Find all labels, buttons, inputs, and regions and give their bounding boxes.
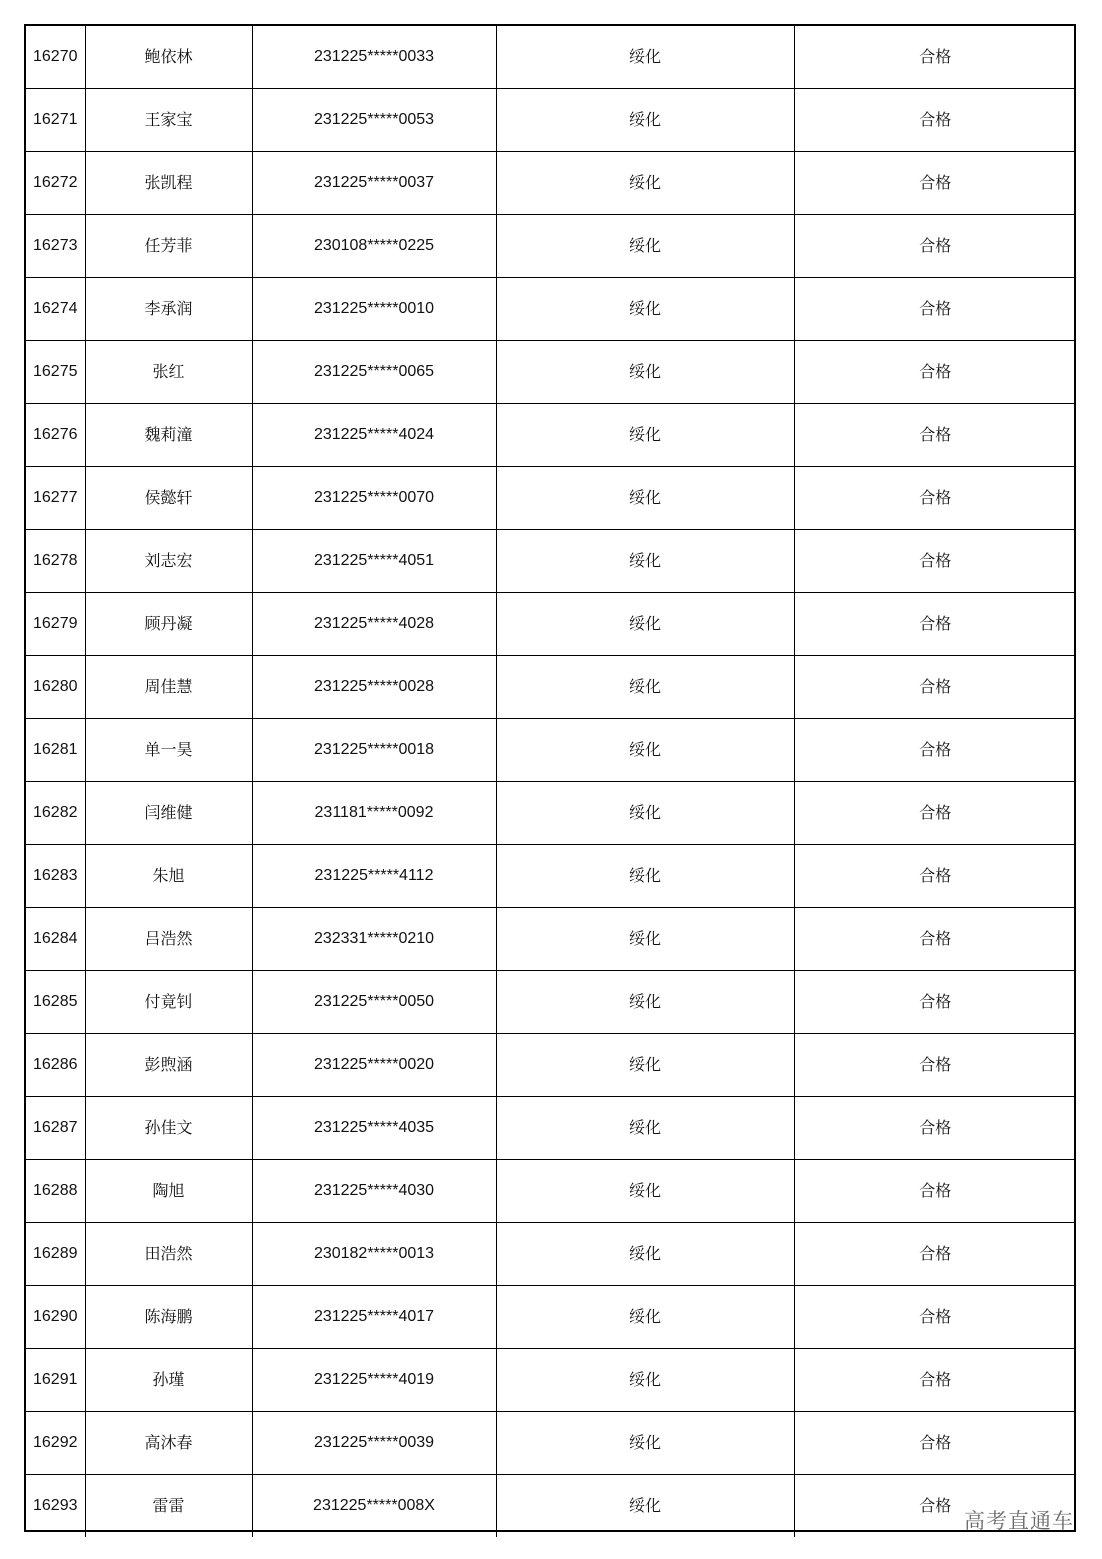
row-number-cell: 16291 (26, 1349, 85, 1412)
region-cell: 绥化 (496, 530, 794, 593)
name-cell: 顾丹凝 (85, 593, 252, 656)
result-cell: 合格 (794, 467, 1076, 530)
table-row (26, 656, 1076, 719)
row-number-cell: 16287 (26, 1097, 85, 1160)
region-cell: 绥化 (496, 341, 794, 404)
table-row (26, 26, 1076, 89)
table-row (26, 530, 1076, 593)
result-cell: 合格 (794, 971, 1076, 1034)
row-number-cell: 16277 (26, 467, 85, 530)
roster-table (26, 26, 1076, 1537)
row-number-cell: 16285 (26, 971, 85, 1034)
row-number-cell: 16273 (26, 215, 85, 278)
name-cell: 王家宝 (85, 89, 252, 152)
name-cell: 吕浩然 (85, 908, 252, 971)
row-number-cell: 16281 (26, 719, 85, 782)
table-row (26, 593, 1076, 656)
region-cell: 绥化 (496, 971, 794, 1034)
name-cell: 陈海鹏 (85, 1286, 252, 1349)
roster-sheet (24, 24, 1076, 1532)
table-row (26, 152, 1076, 215)
name-cell: 周佳慧 (85, 656, 252, 719)
name-cell: 彭煦涵 (85, 1034, 252, 1097)
row-number-cell: 16286 (26, 1034, 85, 1097)
name-cell: 雷雷 (85, 1475, 252, 1538)
row-number-cell: 16271 (26, 89, 85, 152)
name-cell: 张红 (85, 341, 252, 404)
id-number-cell: 231225*****008X (252, 1475, 496, 1538)
result-cell: 合格 (794, 1349, 1076, 1412)
result-cell: 合格 (794, 1412, 1076, 1475)
result-cell: 合格 (794, 152, 1076, 215)
table-row (26, 278, 1076, 341)
region-cell: 绥化 (496, 1349, 794, 1412)
result-cell: 合格 (794, 845, 1076, 908)
table-row (26, 845, 1076, 908)
row-number-cell: 16288 (26, 1160, 85, 1223)
region-cell: 绥化 (496, 152, 794, 215)
id-number-cell: 231225*****0033 (252, 26, 496, 89)
table-row (26, 1349, 1076, 1412)
result-cell: 合格 (794, 1097, 1076, 1160)
region-cell: 绥化 (496, 656, 794, 719)
region-cell: 绥化 (496, 908, 794, 971)
id-number-cell: 231225*****4024 (252, 404, 496, 467)
id-number-cell: 231225*****4028 (252, 593, 496, 656)
table-row (26, 1034, 1076, 1097)
row-number-cell: 16275 (26, 341, 85, 404)
watermark-text: 高考直通车 (964, 1509, 1074, 1533)
row-number-cell: 16270 (26, 26, 85, 89)
result-cell: 合格 (794, 782, 1076, 845)
table-row (26, 1097, 1076, 1160)
id-number-cell: 231225*****0065 (252, 341, 496, 404)
result-cell: 合格 (794, 1160, 1076, 1223)
region-cell: 绥化 (496, 845, 794, 908)
id-number-cell: 231225*****4035 (252, 1097, 496, 1160)
region-cell: 绥化 (496, 1412, 794, 1475)
row-number-cell: 16278 (26, 530, 85, 593)
row-number-cell: 16272 (26, 152, 85, 215)
table-row (26, 341, 1076, 404)
result-cell: 合格 (794, 1034, 1076, 1097)
region-cell: 绥化 (496, 782, 794, 845)
id-number-cell: 230108*****0225 (252, 215, 496, 278)
row-number-cell: 16289 (26, 1223, 85, 1286)
region-cell: 绥化 (496, 719, 794, 782)
id-number-cell: 230182*****0013 (252, 1223, 496, 1286)
row-number-cell: 16282 (26, 782, 85, 845)
name-cell: 单一昊 (85, 719, 252, 782)
name-cell: 鲍依林 (85, 26, 252, 89)
name-cell: 魏莉潼 (85, 404, 252, 467)
id-number-cell: 232331*****0210 (252, 908, 496, 971)
region-cell: 绥化 (496, 593, 794, 656)
name-cell: 朱旭 (85, 845, 252, 908)
table-row (26, 1160, 1076, 1223)
table-row (26, 719, 1076, 782)
result-cell: 合格 (794, 1475, 1076, 1538)
row-number-cell: 16276 (26, 404, 85, 467)
region-cell: 绥化 (496, 1034, 794, 1097)
id-number-cell: 231225*****0020 (252, 1034, 496, 1097)
region-cell: 绥化 (496, 26, 794, 89)
id-number-cell: 231225*****4051 (252, 530, 496, 593)
result-cell: 合格 (794, 404, 1076, 467)
id-number-cell: 231181*****0092 (252, 782, 496, 845)
name-cell: 刘志宏 (85, 530, 252, 593)
region-cell: 绥化 (496, 89, 794, 152)
row-number-cell: 16283 (26, 845, 85, 908)
id-number-cell: 231225*****0039 (252, 1412, 496, 1475)
region-cell: 绥化 (496, 278, 794, 341)
table-row (26, 404, 1076, 467)
row-number-cell: 16293 (26, 1475, 85, 1538)
name-cell: 田浩然 (85, 1223, 252, 1286)
row-number-cell: 16292 (26, 1412, 85, 1475)
table-row (26, 1286, 1076, 1349)
result-cell: 合格 (794, 1286, 1076, 1349)
result-cell: 合格 (794, 89, 1076, 152)
id-number-cell: 231225*****4019 (252, 1349, 496, 1412)
table-row (26, 971, 1076, 1034)
row-number-cell: 16274 (26, 278, 85, 341)
id-number-cell: 231225*****0037 (252, 152, 496, 215)
id-number-cell: 231225*****0070 (252, 467, 496, 530)
region-cell: 绥化 (496, 467, 794, 530)
region-cell: 绥化 (496, 1475, 794, 1538)
id-number-cell: 231225*****0050 (252, 971, 496, 1034)
name-cell: 闫维健 (85, 782, 252, 845)
name-cell: 孙佳文 (85, 1097, 252, 1160)
roster-table-body (26, 26, 1076, 1537)
result-cell: 合格 (794, 278, 1076, 341)
id-number-cell: 231225*****0018 (252, 719, 496, 782)
region-cell: 绥化 (496, 215, 794, 278)
id-number-cell: 231225*****0010 (252, 278, 496, 341)
id-number-cell: 231225*****4112 (252, 845, 496, 908)
table-row (26, 215, 1076, 278)
name-cell: 孙瑾 (85, 1349, 252, 1412)
row-number-cell: 16280 (26, 656, 85, 719)
region-cell: 绥化 (496, 1160, 794, 1223)
name-cell: 李承润 (85, 278, 252, 341)
table-row (26, 1412, 1076, 1475)
result-cell: 合格 (794, 341, 1076, 404)
id-number-cell: 231225*****0028 (252, 656, 496, 719)
result-cell: 合格 (794, 530, 1076, 593)
result-cell: 合格 (794, 215, 1076, 278)
name-cell: 任芳菲 (85, 215, 252, 278)
region-cell: 绥化 (496, 404, 794, 467)
id-number-cell: 231225*****0053 (252, 89, 496, 152)
row-number-cell: 16284 (26, 908, 85, 971)
region-cell: 绥化 (496, 1223, 794, 1286)
table-row (26, 89, 1076, 152)
name-cell: 付竟钊 (85, 971, 252, 1034)
id-number-cell: 231225*****4017 (252, 1286, 496, 1349)
table-row (26, 467, 1076, 530)
name-cell: 陶旭 (85, 1160, 252, 1223)
result-cell: 合格 (794, 1223, 1076, 1286)
name-cell: 侯懿轩 (85, 467, 252, 530)
row-number-cell: 16290 (26, 1286, 85, 1349)
result-cell: 合格 (794, 593, 1076, 656)
name-cell: 高沐春 (85, 1412, 252, 1475)
result-cell: 合格 (794, 719, 1076, 782)
region-cell: 绥化 (496, 1286, 794, 1349)
id-number-cell: 231225*****4030 (252, 1160, 496, 1223)
result-cell: 合格 (794, 26, 1076, 89)
row-number-cell: 16279 (26, 593, 85, 656)
result-cell: 合格 (794, 656, 1076, 719)
name-cell: 张凯程 (85, 152, 252, 215)
table-row (26, 908, 1076, 971)
table-row (26, 782, 1076, 845)
table-row (26, 1475, 1076, 1538)
region-cell: 绥化 (496, 1097, 794, 1160)
result-cell: 合格 (794, 908, 1076, 971)
table-row (26, 1223, 1076, 1286)
